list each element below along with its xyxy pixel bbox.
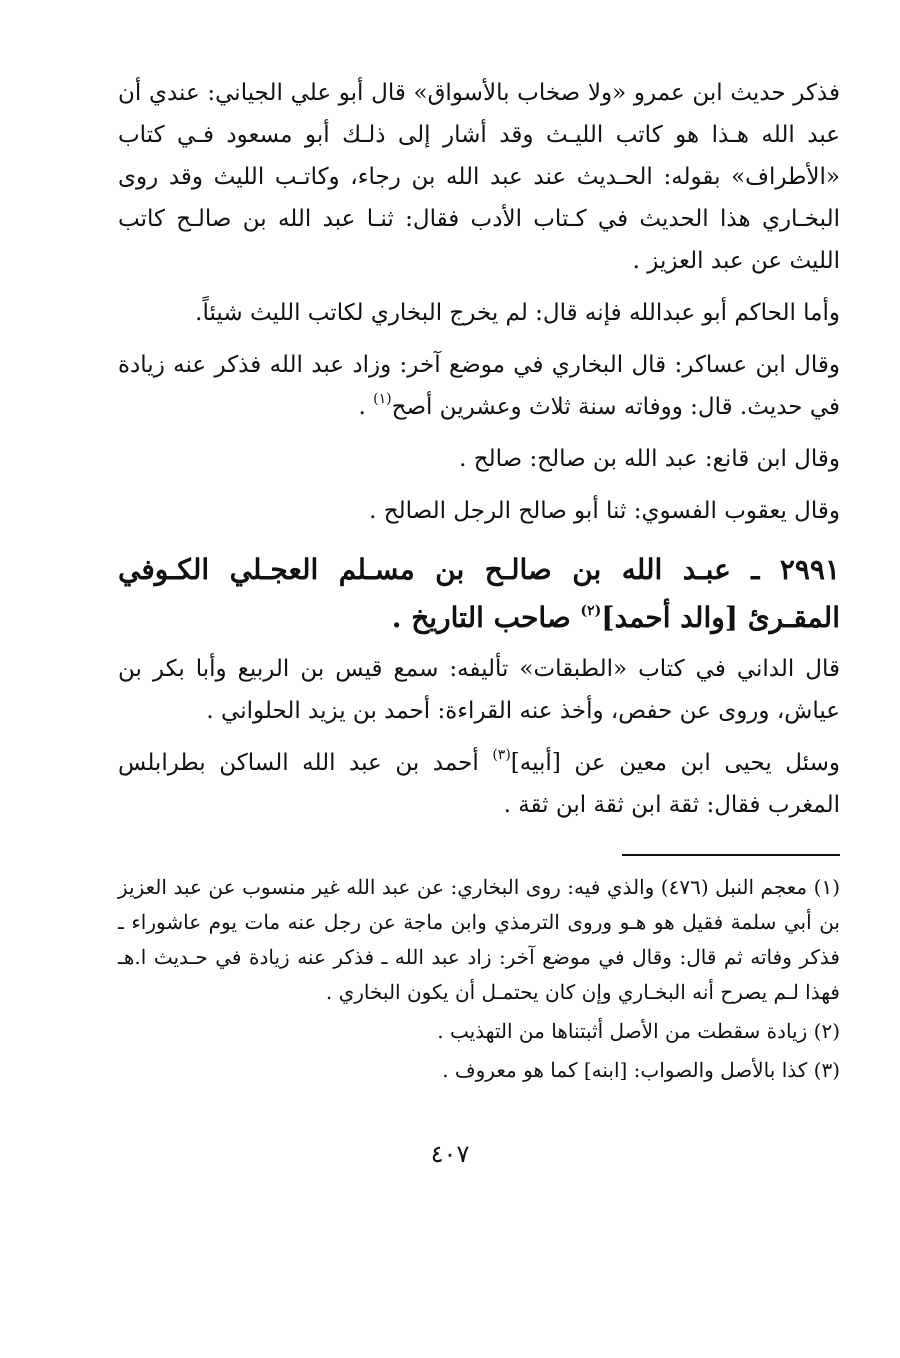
- entry-heading-text: ٢٩٩١ ـ عبـد الله بن صالـح بن مسـلم العجـلي الكـوفي المقـرئ [والد أحمد]: [118, 553, 840, 634]
- footnote-separator: [622, 854, 840, 856]
- footnotes-section: [118, 870, 840, 1092]
- entry-heading-2991: [118, 546, 840, 642]
- paragraph-dani-comment: قال الداني في كتاب «الطبقات» تأليفه: سمع قيس بن الربيع وأبا بكر بن عياش، وروى عن حفص، وأخذ عنه القراءة: أحمد بن يزيد الحلواني .: [118, 656, 840, 724]
- footnote-ref-1[interactable]: (١): [373, 391, 392, 408]
- ibn-asakir-text: وقال ابن عساكر: قال البخاري في موضع آخر: وزاد عبد الله فذكر عنه زيادة في حديث. قال: ووفاته سنة ثلاث وعشرين أصح: [118, 352, 840, 420]
- paragraph-ibn-main-comment: [118, 742, 840, 826]
- page-number: ٤٠٧: [430, 1140, 470, 1168]
- ibn-main-end: أحمد بن عبد الله الساكن بطرابلس المغرب فقال: ثقة ابن ثقة ابن ثقة .: [118, 750, 840, 818]
- page-content: [118, 72, 841, 1082]
- paragraph-fasawi-comment: وقال يعقوب الفسوي: ثنا أبو صالح الرجل الصالح .: [369, 498, 840, 524]
- entry-heading-end: صاحب التاريخ .: [391, 601, 581, 634]
- paragraph-ibn-qani-comment: وقال ابن قانع: عبد الله بن صالح: صالح .: [459, 446, 840, 472]
- footnote-ref-2[interactable]: (٢): [580, 602, 602, 619]
- footnote-ref-3[interactable]: (٣): [492, 747, 511, 764]
- ibn-asakir-end: .: [358, 394, 374, 420]
- paragraph-jayyani-comment: فذكر حديث ابن عمرو «ولا صخاب بالأسواق» قال أبو علي الجياني: عندي أن عبد الله هـذا هو كاتب الليـث وقد أشار إلى ذلـك أبو مسعود فـي كتاب «الأطراف» بقوله: الحـديث عند عبد الله بن رجاء، وكاتـب الليث وقد روى البخـاري هذا الحديث في كـتاب الأدب فقال: ثنـا عبد الله بن صالـح كاتب الليث عن عبد العزيز .: [118, 80, 840, 274]
- footnote-1: (١) معجم النبل (٤٧٦) والذي فيه: روى البخاري: عن عبد الله غير منسوب عن عبد العزيز بن أبي سلمة فقيل هو هـو وروى الترمذي وابن ماجة عن رجل عنه مات يوم عاشوراء ـ فذكر وفاته ثم قال: وقال في موضع آخر: زاد عبد الله ـ فذكر عنه زيادة في حـديث ا.هـ فهذا لـم يصرح أنه البخـاري وإن كان يحتمـل أن يكون البخاري .: [118, 875, 840, 1004]
- ibn-main-text: وسئل يحيى ابن معين عن [أبيه]: [510, 750, 841, 776]
- paragraph-hakim-comment: وأما الحاكم أبو عبدالله فإنه قال: لم يخرج البخاري لكاتب الليث شيئاً.: [195, 300, 840, 326]
- footnote-3: (٣) كذا بالأصل والصواب: [ابنه] كما هو معروف .: [442, 1058, 840, 1082]
- paragraph-ibn-asakir-comment: [118, 344, 840, 428]
- footnote-2: (٢) زيادة سقطت من الأصل أثبتناها من التهذيب .: [437, 1019, 840, 1043]
